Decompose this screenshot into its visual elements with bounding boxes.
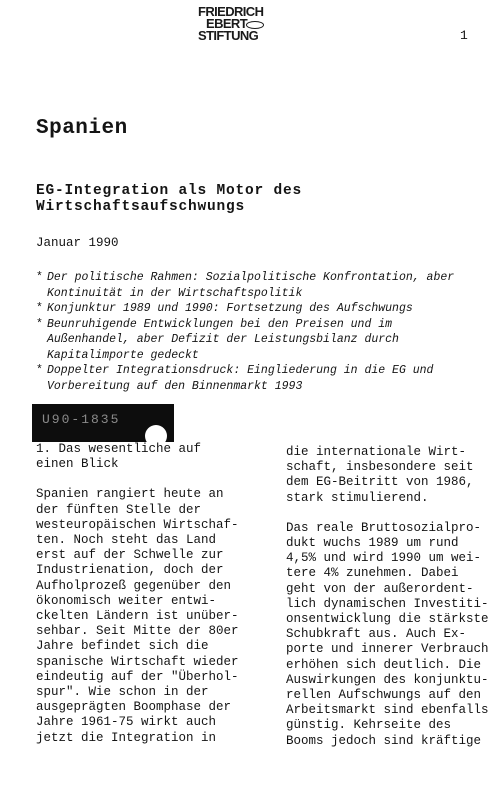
logo-line-1: FRIEDRICH	[198, 4, 264, 19]
logo-mark-icon	[246, 21, 264, 29]
document-title: Spanien	[36, 117, 128, 140]
text-line: erst auf der Schwelle zur	[36, 548, 224, 563]
summary-bullet-list	[36, 270, 494, 394]
text-line: sehbar. Seit Mitte der 80er	[36, 624, 239, 639]
text-line: Aufholprozeß gegenüber den	[36, 578, 232, 593]
text-line: ökonomisch weiter entwi-	[36, 593, 217, 608]
right-paragraph	[286, 445, 482, 506]
bullet-line: Der politische Rahmen: Sozialpolitische Konfrontation, aber	[47, 271, 455, 284]
archive-stamp-code: U90-1835	[42, 412, 121, 427]
text-line: Spanien rangiert heute an	[36, 487, 224, 502]
bullet-line: Vorbereitung auf den Binnenmarkt 1993	[47, 379, 303, 393]
text-line: spur". Wie schon in der	[36, 685, 209, 700]
text-line: lich dynamischen Investiti-	[286, 596, 489, 611]
left-paragraph	[36, 487, 239, 745]
text-line: dem EG-Beitritt von 1986,	[286, 475, 474, 490]
document-subtitle	[36, 183, 476, 215]
text-line: ten. Noch steht das Land	[36, 533, 217, 548]
heading-line: einen Blick	[36, 457, 119, 472]
text-line: stark stimulierend.	[286, 490, 429, 505]
bullet-line: Außenhandel, aber Defizit der Leistungsbilanz durch	[47, 333, 399, 346]
text-line: erhöhen sich deutlich. Die	[286, 657, 482, 672]
bullet-marker: *	[36, 271, 43, 284]
subtitle-line: Wirtschaftsaufschwungs	[36, 199, 246, 215]
bullet-line: Doppelter Integrationsdruck: Eingliederung in die EG und	[47, 364, 434, 377]
left-column	[36, 442, 239, 746]
bullet-line: Beunruhigende Entwicklungen bei den Preisen und im	[47, 317, 393, 331]
text-line: spanische Wirtschaft wieder	[36, 654, 239, 669]
bullet-marker: *	[36, 302, 43, 315]
text-line: westeuropäischen Wirtschaf-	[36, 517, 239, 532]
right-paragraph	[286, 520, 489, 749]
text-line: günstig. Kehrseite des	[286, 718, 452, 733]
text-line: Jahre befindet sich die	[36, 639, 209, 654]
text-line: schaft, insbesondere seit	[286, 460, 474, 475]
text-line: Das reale Bruttosozialpro-	[286, 520, 482, 535]
text-line: dukt wuchs 1989 um rund	[286, 536, 459, 551]
bullet-line: Kapitalimporte gedeckt	[47, 348, 199, 362]
text-line: tere 4% zunehmen. Dabei	[286, 566, 459, 581]
text-line: ausgeprägten Boomphase der	[36, 700, 232, 715]
text-line: eindeutig auf der "Überhol-	[36, 669, 239, 684]
text-line: onsentwicklung die stärkste	[286, 612, 489, 627]
text-line: geht von der außerordent-	[286, 581, 474, 596]
heading-line: 1. Das wesentliche auf	[36, 442, 202, 456]
bullet-marker: *	[36, 317, 43, 331]
text-line: rellen Aufschwungs auf den	[286, 688, 482, 703]
archive-stamp	[32, 404, 174, 442]
section-heading	[36, 442, 232, 472]
bullet-line: Konjunktur 1989 und 1990: Fortsetzung des Aufschwungs	[47, 302, 413, 315]
text-line: 4,5% und wird 1990 um wei-	[286, 551, 482, 566]
bullet-line: Kontinuität in der Wirtschaftspolitik	[47, 286, 303, 300]
text-line: Booms jedoch sind kräftige	[286, 733, 482, 748]
text-line: der fünften Stelle der	[36, 502, 202, 517]
bullet-marker: *	[36, 364, 43, 377]
summary-bullet	[36, 363, 494, 394]
logo-line-2: EBERT	[206, 16, 248, 31]
summary-bullet	[36, 301, 494, 317]
text-line: die internationale Wirt-	[286, 445, 467, 459]
text-line: ckelten Ländern ist unüber-	[36, 609, 239, 624]
page-number: 1	[460, 28, 468, 43]
document-date: Januar 1990	[36, 236, 119, 250]
text-line: Schubkraft aus. Auch Ex-	[286, 627, 467, 642]
text-line: Industrienation, doch der	[36, 563, 224, 578]
text-line: Arbeitsmarkt sind ebenfalls	[286, 703, 489, 718]
right-column	[286, 445, 489, 749]
logo-line-3: STIFTUNG	[198, 28, 259, 43]
summary-bullet	[36, 317, 494, 364]
text-line: Jahre 1961-75 wirkt auch	[36, 715, 217, 730]
subtitle-line: EG-Integration als Motor des	[36, 183, 303, 199]
text-line: jetzt die Integration in	[36, 730, 217, 745]
text-line: porte und innerer Verbrauch	[286, 642, 489, 657]
friedrich-ebert-stiftung-logo	[198, 6, 280, 42]
summary-bullet	[36, 270, 494, 301]
text-line: Auswirkungen des konjunktu-	[286, 672, 489, 687]
